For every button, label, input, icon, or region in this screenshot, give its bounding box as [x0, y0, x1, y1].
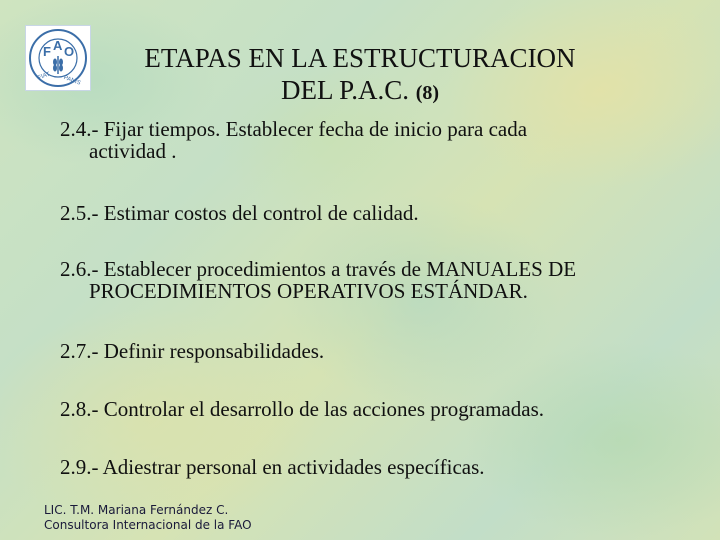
svg-text:A: A — [53, 38, 63, 53]
footer-credit — [44, 503, 252, 533]
item-text: 2.9.- Adiestrar personal en actividades específicas. — [60, 455, 485, 479]
svg-text:PANIS: PANIS — [62, 75, 82, 87]
footer-author: LIC. T.M. Mariana Fernández C. — [44, 503, 229, 517]
svg-text:FIAT: FIAT — [37, 71, 51, 82]
title-line-2 — [100, 74, 620, 109]
item-text: 2.7.- Definir responsabilidades. — [60, 339, 325, 363]
item-text: 2.6.- Establecer procedimientos a través de MANUALES DE — [60, 257, 577, 281]
footer-role: Consultora Internacional de la FAO — [44, 518, 252, 532]
list-item — [60, 202, 653, 224]
fao-emblem-icon — [26, 26, 90, 90]
list-item — [60, 118, 653, 162]
svg-text:F: F — [43, 44, 51, 59]
item-continuation: PROCEDIMIENTOS OPERATIVOS ESTÁNDAR. — [89, 279, 528, 303]
list-item — [60, 398, 653, 420]
fao-logo — [25, 25, 91, 91]
item-text: 2.4.- Fijar tiempos. Establecer fecha de inicio para cada — [60, 117, 528, 141]
svg-text:O: O — [64, 44, 75, 59]
list-item — [60, 258, 653, 302]
item-continuation: actividad . — [89, 139, 177, 163]
list-item — [60, 340, 653, 362]
slide-title — [100, 42, 620, 109]
title-number: (8) — [415, 82, 440, 104]
title-line-2-text: DEL P.A.C. — [280, 75, 409, 105]
item-text: 2.5.- Estimar costos del control de calidad. — [60, 201, 419, 225]
item-text: 2.8.- Controlar el desarrollo de las acciones programadas. — [60, 397, 544, 421]
title-line-1: ETAPAS EN LA ESTRUCTURACION — [144, 43, 576, 73]
list-item — [60, 456, 653, 478]
